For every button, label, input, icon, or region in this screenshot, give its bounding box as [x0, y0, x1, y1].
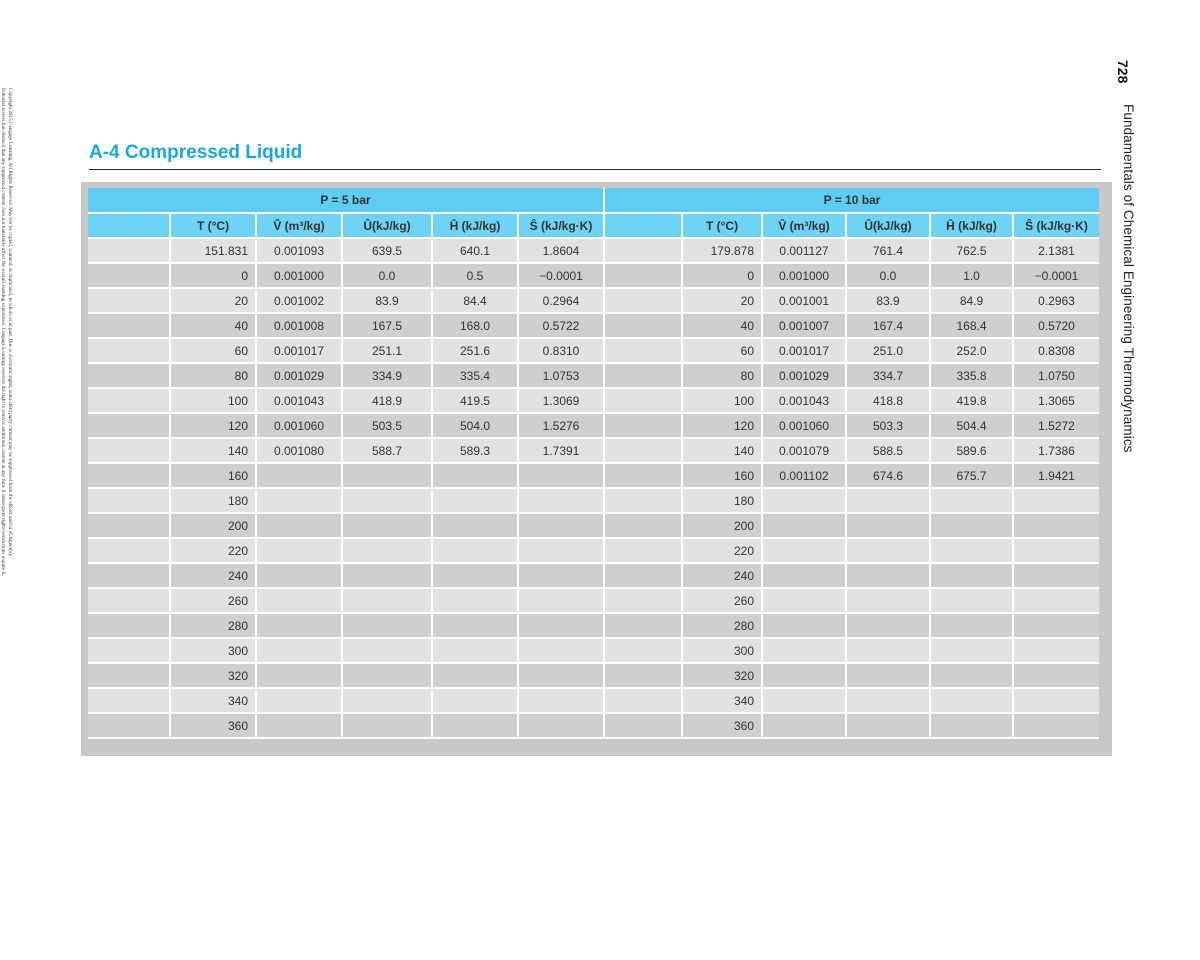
- cell-entropy: [518, 688, 604, 713]
- row-spacer: [604, 638, 682, 663]
- row-spacer: [88, 613, 170, 638]
- pressure-group-row: [88, 188, 1099, 213]
- table-row: [88, 238, 1099, 263]
- table-row: [88, 288, 1099, 313]
- cell-entropy: 0.8308: [1013, 338, 1099, 363]
- table-row: [88, 613, 1099, 638]
- cell-specific-volume: 0.001002: [256, 288, 342, 313]
- row-spacer: [604, 713, 682, 738]
- cell-specific-volume: 0.001017: [762, 338, 846, 363]
- cell-entropy: −0.0001: [1013, 263, 1099, 288]
- cell-entropy: [518, 638, 604, 663]
- cell-internal-energy: [846, 663, 930, 688]
- cell-entropy: [1013, 563, 1099, 588]
- row-spacer: [88, 513, 170, 538]
- cell-enthalpy: 168.4: [930, 313, 1013, 338]
- table-row: [88, 388, 1099, 413]
- column-header-temperature: T (°C): [170, 213, 256, 238]
- column-header-entropy: Ŝ (kJ/kg·K): [518, 213, 604, 238]
- cell-internal-energy: [342, 613, 432, 638]
- table-row: [88, 563, 1099, 588]
- cell-internal-energy: 418.9: [342, 388, 432, 413]
- row-spacer: [88, 313, 170, 338]
- cell-entropy: [518, 538, 604, 563]
- cell-entropy: [1013, 638, 1099, 663]
- cell-enthalpy: 640.1: [432, 238, 518, 263]
- cell-temperature: 100: [682, 388, 762, 413]
- cell-enthalpy: [930, 613, 1013, 638]
- cell-internal-energy: 167.5: [342, 313, 432, 338]
- cell-temperature: 100: [170, 388, 256, 413]
- cell-internal-energy: [846, 638, 930, 663]
- cell-temperature: 220: [682, 538, 762, 563]
- cell-enthalpy: [432, 463, 518, 488]
- row-spacer: [604, 338, 682, 363]
- cell-specific-volume: 0.001060: [256, 413, 342, 438]
- column-header-specific-volume: V̂ (m³/kg): [256, 213, 342, 238]
- copyright-line: Editorial review has deemed that any suppressed content does not materially affect the overall learning experience. Cengage Learning reserves the right to remove additional content at any time if subsequent rights restrictions require it.: [0, 88, 6, 576]
- cell-enthalpy: 504.4: [930, 413, 1013, 438]
- row-spacer: [604, 413, 682, 438]
- cell-specific-volume: [256, 463, 342, 488]
- cell-enthalpy: [930, 688, 1013, 713]
- cell-internal-energy: [846, 513, 930, 538]
- cell-internal-energy: 0.0: [846, 263, 930, 288]
- row-spacer: [604, 313, 682, 338]
- row-spacer: [88, 238, 170, 263]
- row-spacer: [604, 538, 682, 563]
- cell-temperature: 220: [170, 538, 256, 563]
- cell-temperature: 260: [682, 588, 762, 613]
- section-number: A-4: [89, 142, 120, 163]
- cell-temperature: 340: [682, 688, 762, 713]
- row-spacer: [88, 338, 170, 363]
- cell-internal-energy: [846, 713, 930, 738]
- cell-internal-energy: 503.3: [846, 413, 930, 438]
- cell-specific-volume: 0.001029: [762, 363, 846, 388]
- cell-enthalpy: 84.4: [432, 288, 518, 313]
- table-row: [88, 713, 1099, 738]
- cell-temperature: 180: [682, 488, 762, 513]
- row-spacer: [604, 363, 682, 388]
- cell-internal-energy: [342, 488, 432, 513]
- cell-specific-volume: 0.001017: [256, 338, 342, 363]
- cell-specific-volume: [256, 513, 342, 538]
- cell-specific-volume: [256, 688, 342, 713]
- cell-enthalpy: [432, 588, 518, 613]
- cell-enthalpy: 251.6: [432, 338, 518, 363]
- cell-enthalpy: 589.3: [432, 438, 518, 463]
- cell-entropy: 0.5720: [1013, 313, 1099, 338]
- cell-enthalpy: [432, 638, 518, 663]
- cell-temperature: 260: [170, 588, 256, 613]
- copyright-line: Copyright 2015 Cengage Learning. All Rights Reserved. May not be copied, scanned, or duplicated, in whole or in part. Due to electronic rights, some third party content may be suppressed from the eBook and/or eChapter(s).: [7, 88, 13, 557]
- table-row: [88, 338, 1099, 363]
- row-spacer: [604, 588, 682, 613]
- cell-entropy: 1.3065: [1013, 388, 1099, 413]
- cell-enthalpy: 335.8: [930, 363, 1013, 388]
- cell-entropy: [518, 488, 604, 513]
- cell-enthalpy: 252.0: [930, 338, 1013, 363]
- cell-entropy: 1.7391: [518, 438, 604, 463]
- table-row: [88, 488, 1099, 513]
- column-header-row: [88, 213, 1099, 238]
- cell-internal-energy: [846, 588, 930, 613]
- cell-internal-energy: [846, 563, 930, 588]
- cell-internal-energy: 251.1: [342, 338, 432, 363]
- cell-temperature: 300: [170, 638, 256, 663]
- cell-temperature: 280: [170, 613, 256, 638]
- cell-temperature: 200: [682, 513, 762, 538]
- compressed-liquid-table-panel: [81, 182, 1112, 756]
- cell-specific-volume: 0.001000: [762, 263, 846, 288]
- cell-temperature: 151.831: [170, 238, 256, 263]
- cell-enthalpy: [930, 538, 1013, 563]
- group-header-5-bar: P = 5 bar: [88, 188, 604, 213]
- cell-internal-energy: [846, 613, 930, 638]
- cell-internal-energy: [342, 563, 432, 588]
- row-spacer: [88, 363, 170, 388]
- cell-enthalpy: [432, 538, 518, 563]
- cell-enthalpy: 762.5: [930, 238, 1013, 263]
- cell-internal-energy: 251.0: [846, 338, 930, 363]
- header-spacer: [604, 213, 682, 238]
- cell-temperature: 320: [682, 663, 762, 688]
- cell-specific-volume: [762, 513, 846, 538]
- cell-specific-volume: [762, 563, 846, 588]
- cell-entropy: 0.2964: [518, 288, 604, 313]
- cell-enthalpy: 419.8: [930, 388, 1013, 413]
- cell-entropy: 1.9421: [1013, 463, 1099, 488]
- table-row: [88, 513, 1099, 538]
- cell-specific-volume: 0.001001: [762, 288, 846, 313]
- cell-specific-volume: [762, 613, 846, 638]
- row-spacer: [604, 463, 682, 488]
- cell-temperature: 340: [170, 688, 256, 713]
- row-spacer: [604, 688, 682, 713]
- cell-temperature: 280: [682, 613, 762, 638]
- table-row: [88, 263, 1099, 288]
- cell-specific-volume: [762, 713, 846, 738]
- row-spacer: [88, 438, 170, 463]
- textbook-page: Copyright 2015 Cengage Learning. All Rights Reserved. May not be copied, scanned, or duplicated, in whole or in part. Due to electronic rights, some third party content may be suppressed from the eBook and/or eChapter(s). Editorial review has deemed that any suppressed content does not materially affect the overall learning experience. Cengage Learning reserves the right to remove additional content at any time if subsequent rights restrictions require it. 728 Fundamentals of Chemical Engineering Thermodynamics A-4 Compressed Liquid P = 5 bar P = 10 bar T (°C) V̂ (m³/kg) Û(kJ/kg) Ĥ (kJ/kg) Ŝ (kJ/kg·K) T (°C) V̂ (m³/kg) Û(kJ/kg) Ĥ (kJ/kg) Ŝ (kJ/kg·K) 151.831 0.001093 639.5 640.1 1.8604 179.878 0.001127 761.4 762.5 2.1381 0 0.001000 0.0 0.5 −0.0001 0 0.001000 0.0 1.0 −0.0001 20 0.001002 83.9 84.4 0.2964 20 0.001001 83.9 84.9 0.2963 40 0.001008 167.5 168.0 0.5722 40 0.001007 167.4 168.4 0.5720 60 0.001017 251.1 251.6 0.8310 60 0.001017 251.0 252.0 0.8308 80 0.001029 334.9 335.4 1.0753 80 0.001029 334.7 335.8 1.0750 100 0.001043 418.9 419.5 1.3069 100 0.001043 418.8 419.8 1.3065 120 0.001060 503.5 504.0 1.5276 120 0.001060 503.3 504.4 1.5272 140 0.001080 588.7 589.3 1.7391 140 0.001079 588.5 589.6 1.7386 160 160 0.001102 674.6 675.7 1.9421 180 180 200 200 220 220 240 240 260 260 280 280 300 300 320 320 340 340 360 360: [0, 0, 1200, 960]
- table-body: [88, 238, 1099, 738]
- row-spacer: [604, 288, 682, 313]
- column-header-specific-volume: V̂ (m³/kg): [762, 213, 846, 238]
- row-spacer: [88, 263, 170, 288]
- cell-enthalpy: [930, 488, 1013, 513]
- row-spacer: [604, 663, 682, 688]
- cell-entropy: [518, 663, 604, 688]
- cell-entropy: [518, 713, 604, 738]
- cell-entropy: [1013, 588, 1099, 613]
- cell-specific-volume: [256, 538, 342, 563]
- cell-enthalpy: [930, 513, 1013, 538]
- cell-entropy: 1.5272: [1013, 413, 1099, 438]
- cell-enthalpy: [432, 513, 518, 538]
- cell-entropy: 1.0753: [518, 363, 604, 388]
- row-spacer: [88, 588, 170, 613]
- cell-internal-energy: 334.9: [342, 363, 432, 388]
- cell-temperature: 80: [170, 363, 256, 388]
- compressed-liquid-table: [88, 188, 1099, 739]
- cell-specific-volume: [256, 663, 342, 688]
- cell-entropy: 1.7386: [1013, 438, 1099, 463]
- cell-internal-energy: 83.9: [342, 288, 432, 313]
- cell-entropy: [1013, 513, 1099, 538]
- column-header-enthalpy: Ĥ (kJ/kg): [432, 213, 518, 238]
- cell-entropy: 1.0750: [1013, 363, 1099, 388]
- cell-enthalpy: 168.0: [432, 313, 518, 338]
- cell-specific-volume: 0.001127: [762, 238, 846, 263]
- cell-enthalpy: 675.7: [930, 463, 1013, 488]
- cell-entropy: 1.5276: [518, 413, 604, 438]
- cell-enthalpy: 589.6: [930, 438, 1013, 463]
- cell-specific-volume: 0.001102: [762, 463, 846, 488]
- table-row: [88, 438, 1099, 463]
- title-rule: [89, 169, 1101, 170]
- cell-enthalpy: 419.5: [432, 388, 518, 413]
- cell-enthalpy: [432, 688, 518, 713]
- cell-temperature: 360: [682, 713, 762, 738]
- cell-specific-volume: 0.001079: [762, 438, 846, 463]
- cell-temperature: 40: [682, 313, 762, 338]
- cell-internal-energy: [846, 538, 930, 563]
- cell-specific-volume: [256, 613, 342, 638]
- cell-entropy: [1013, 538, 1099, 563]
- table-row: [88, 688, 1099, 713]
- cell-internal-energy: 639.5: [342, 238, 432, 263]
- cell-entropy: 2.1381: [1013, 238, 1099, 263]
- header-spacer: [88, 213, 170, 238]
- cell-entropy: [1013, 713, 1099, 738]
- row-spacer: [604, 488, 682, 513]
- column-header-internal-energy: Û(kJ/kg): [342, 213, 432, 238]
- row-spacer: [604, 388, 682, 413]
- table-row: [88, 538, 1099, 563]
- cell-specific-volume: [762, 638, 846, 663]
- cell-entropy: [1013, 488, 1099, 513]
- group-header-10-bar: P = 10 bar: [604, 188, 1099, 213]
- cell-entropy: 1.3069: [518, 388, 604, 413]
- cell-specific-volume: [762, 688, 846, 713]
- cell-entropy: [1013, 613, 1099, 638]
- cell-temperature: 0: [682, 263, 762, 288]
- cell-entropy: 0.5722: [518, 313, 604, 338]
- cell-specific-volume: 0.001008: [256, 313, 342, 338]
- cell-internal-energy: [342, 638, 432, 663]
- cell-internal-energy: [342, 588, 432, 613]
- row-spacer: [88, 388, 170, 413]
- cell-internal-energy: [846, 688, 930, 713]
- cell-specific-volume: 0.001007: [762, 313, 846, 338]
- row-spacer: [88, 538, 170, 563]
- cell-entropy: 0.2963: [1013, 288, 1099, 313]
- table-row: [88, 588, 1099, 613]
- cell-entropy: −0.0001: [518, 263, 604, 288]
- cell-entropy: [518, 588, 604, 613]
- row-spacer: [88, 688, 170, 713]
- cell-specific-volume: [762, 663, 846, 688]
- cell-temperature: 179.878: [682, 238, 762, 263]
- cell-temperature: 160: [682, 463, 762, 488]
- cell-enthalpy: [930, 563, 1013, 588]
- cell-specific-volume: 0.001093: [256, 238, 342, 263]
- cell-temperature: 20: [682, 288, 762, 313]
- cell-temperature: 160: [170, 463, 256, 488]
- cell-specific-volume: 0.001000: [256, 263, 342, 288]
- row-spacer: [604, 563, 682, 588]
- cell-internal-energy: 167.4: [846, 313, 930, 338]
- cell-enthalpy: 1.0: [930, 263, 1013, 288]
- cell-internal-energy: 0.0: [342, 263, 432, 288]
- cell-enthalpy: [930, 638, 1013, 663]
- cell-specific-volume: 0.001060: [762, 413, 846, 438]
- row-spacer: [88, 463, 170, 488]
- cell-enthalpy: 84.9: [930, 288, 1013, 313]
- cell-specific-volume: [256, 713, 342, 738]
- cell-enthalpy: 0.5: [432, 263, 518, 288]
- cell-internal-energy: 418.8: [846, 388, 930, 413]
- cell-temperature: 60: [682, 338, 762, 363]
- cell-internal-energy: [342, 688, 432, 713]
- cell-enthalpy: [432, 563, 518, 588]
- cell-enthalpy: [432, 488, 518, 513]
- column-header-temperature: T (°C): [682, 213, 762, 238]
- cell-enthalpy: [432, 663, 518, 688]
- cell-specific-volume: [256, 638, 342, 663]
- table-row: [88, 663, 1099, 688]
- column-header-entropy: Ŝ (kJ/kg·K): [1013, 213, 1099, 238]
- cell-specific-volume: 0.001029: [256, 363, 342, 388]
- cell-temperature: 0: [170, 263, 256, 288]
- cell-internal-energy: 334.7: [846, 363, 930, 388]
- section-title: [89, 142, 302, 164]
- cell-internal-energy: [342, 713, 432, 738]
- cell-temperature: 120: [682, 413, 762, 438]
- cell-internal-energy: 83.9: [846, 288, 930, 313]
- cell-specific-volume: [256, 588, 342, 613]
- row-spacer: [604, 238, 682, 263]
- row-spacer: [88, 413, 170, 438]
- column-header-internal-energy: Û(kJ/kg): [846, 213, 930, 238]
- cell-internal-energy: [342, 538, 432, 563]
- cell-temperature: 240: [682, 563, 762, 588]
- cell-temperature: 180: [170, 488, 256, 513]
- cell-entropy: [518, 563, 604, 588]
- cell-temperature: 140: [682, 438, 762, 463]
- section-heading: Compressed Liquid: [124, 142, 303, 163]
- cell-temperature: 200: [170, 513, 256, 538]
- table-row: [88, 413, 1099, 438]
- cell-internal-energy: 761.4: [846, 238, 930, 263]
- cell-temperature: 360: [170, 713, 256, 738]
- row-spacer: [88, 638, 170, 663]
- cell-specific-volume: 0.001043: [256, 388, 342, 413]
- cell-specific-volume: [762, 588, 846, 613]
- table-row: [88, 463, 1099, 488]
- cell-temperature: 240: [170, 563, 256, 588]
- cell-temperature: 80: [682, 363, 762, 388]
- cell-internal-energy: 503.5: [342, 413, 432, 438]
- row-spacer: [604, 513, 682, 538]
- cell-enthalpy: [930, 663, 1013, 688]
- cell-internal-energy: 588.7: [342, 438, 432, 463]
- table-row: [88, 313, 1099, 338]
- cell-internal-energy: 674.6: [846, 463, 930, 488]
- cell-specific-volume: 0.001080: [256, 438, 342, 463]
- cell-specific-volume: [256, 563, 342, 588]
- column-header-enthalpy: Ĥ (kJ/kg): [930, 213, 1013, 238]
- cell-temperature: 20: [170, 288, 256, 313]
- cell-temperature: 300: [682, 638, 762, 663]
- row-spacer: [88, 563, 170, 588]
- cell-enthalpy: 335.4: [432, 363, 518, 388]
- cell-internal-energy: [342, 463, 432, 488]
- row-spacer: [604, 613, 682, 638]
- cell-temperature: 40: [170, 313, 256, 338]
- cell-temperature: 120: [170, 413, 256, 438]
- cell-entropy: [518, 463, 604, 488]
- cell-entropy: 1.8604: [518, 238, 604, 263]
- cell-specific-volume: 0.001043: [762, 388, 846, 413]
- cell-entropy: 0.8310: [518, 338, 604, 363]
- row-spacer: [88, 288, 170, 313]
- cell-internal-energy: [846, 488, 930, 513]
- row-spacer: [88, 713, 170, 738]
- cell-internal-energy: 588.5: [846, 438, 930, 463]
- cell-enthalpy: [432, 613, 518, 638]
- cell-specific-volume: [256, 488, 342, 513]
- cell-enthalpy: [432, 713, 518, 738]
- table-row: [88, 638, 1099, 663]
- cell-enthalpy: [930, 588, 1013, 613]
- cell-temperature: 140: [170, 438, 256, 463]
- cell-internal-energy: [342, 663, 432, 688]
- table-row: [88, 363, 1099, 388]
- cell-specific-volume: [762, 538, 846, 563]
- cell-enthalpy: [930, 713, 1013, 738]
- cell-specific-volume: [762, 488, 846, 513]
- cell-internal-energy: [342, 513, 432, 538]
- row-spacer: [604, 263, 682, 288]
- cell-entropy: [518, 513, 604, 538]
- row-spacer: [604, 438, 682, 463]
- row-spacer: [88, 663, 170, 688]
- cell-entropy: [518, 613, 604, 638]
- cell-temperature: 60: [170, 338, 256, 363]
- row-spacer: [88, 488, 170, 513]
- cell-entropy: [1013, 663, 1099, 688]
- cell-temperature: 320: [170, 663, 256, 688]
- cell-entropy: [1013, 688, 1099, 713]
- cell-enthalpy: 504.0: [432, 413, 518, 438]
